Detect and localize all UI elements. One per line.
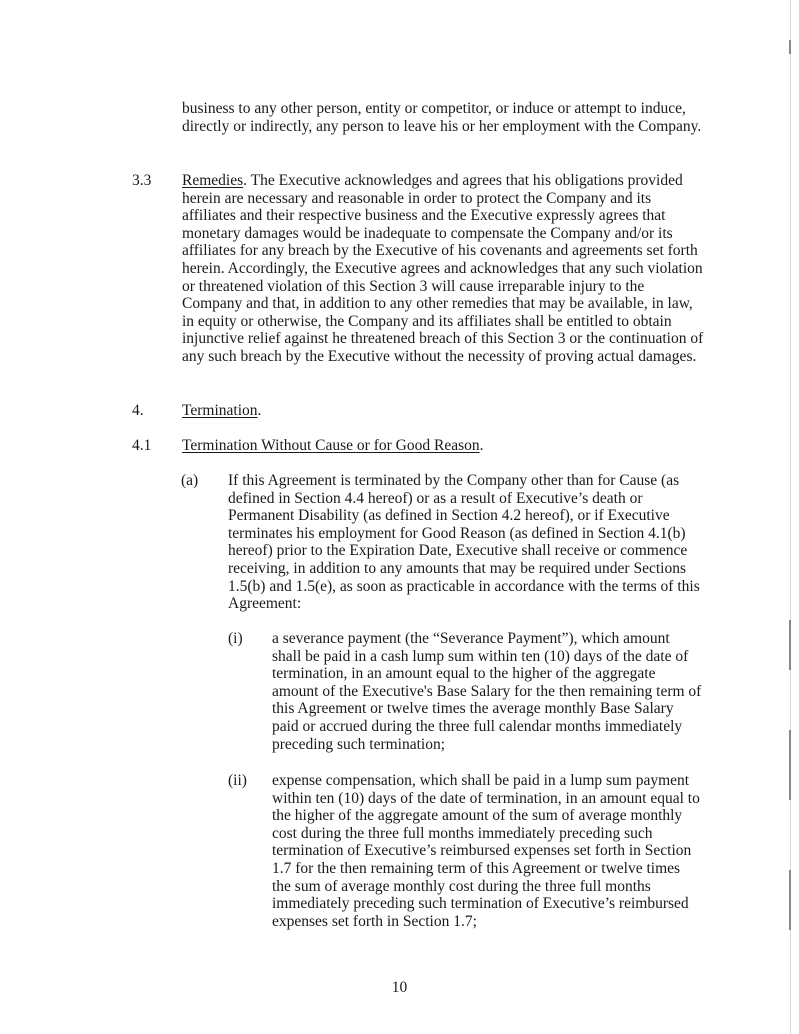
- section-4-1-heading-suffix: .: [479, 437, 484, 454]
- section-4-1-heading-line: [182, 437, 484, 455]
- section-3-3-number: 3.3: [132, 172, 152, 189]
- item-i-paragraph: a severance payment (the “Severance Payment”), which amount shall be paid in a cash lump sum within ten (10) days of the date of termination, in an amount equal to the higher of the aggregate amount of the Executive's Base Salary for the then remaining term of this Agreement or twelve times the average monthly Base Salary paid or accrued during the three full calendar months immediately preceding such termination;: [272, 630, 702, 753]
- scan-edge-mark: [789, 620, 791, 670]
- scan-edge-mark: [789, 730, 791, 800]
- section-4-heading-suffix: .: [257, 402, 262, 419]
- subsection-a-label: (a): [181, 472, 199, 489]
- item-i-label: (i): [228, 630, 243, 647]
- scan-edge-mark: [789, 870, 791, 930]
- section-4-heading-line: [182, 402, 261, 420]
- section-4-heading: Termination: [182, 402, 258, 419]
- continuation-paragraph: business to any other person, entity or competitor, or induce or attempt to induce, directly or indirectly, any person to leave his or her employment with the Company.: [182, 100, 702, 135]
- section-3-3-body: . The Executive acknowledges and agrees that his obligations provided herein are necessary and reasonable in order to protect the Company and its affiliates and their respective business and the Executive expressly agrees that monetary damages would be inadequate to compensate the Company and/or its affiliates for any breach by the Executive of his covenants and agreements set forth herein. Accordingly, the Executive agrees and acknowledges that any such violation or threatened violation of this Section 3 will cause irreparable injury to the Company and that, in addition to any other remedies that may be available, in law, in equity or otherwise, the Company and its affiliates shall be entitled to obtain injunctive relief against he threatened breach of this Section 3 or the continuation of any such breach by the Executive without the necessity of proving actual damages.: [182, 172, 704, 365]
- item-ii-label: (ii): [228, 772, 247, 789]
- section-4-1-heading: Termination Without Cause or for Good Reason: [182, 437, 480, 454]
- scan-edge-mark: [789, 40, 791, 54]
- page-number: 10: [391, 979, 408, 996]
- section-3-3-heading: Remedies: [182, 172, 244, 189]
- section-4-number: 4.: [132, 402, 144, 419]
- item-ii-paragraph: expense compensation, which shall be paid in a lump sum payment within ten (10) days of the date of termination, in an amount equal to the higher of the aggregate amount of the sum of average monthly cost during the three full months immediately preceding such termination of Executive’s reimbursed expenses set forth in Section 1.7 for the then remaining term of this Agreement or twelve times the sum of average monthly cost during the three full months immediately preceding such termination of Executive’s reimbursed expenses set forth in Section 1.7;: [272, 772, 700, 930]
- subsection-a-paragraph: If this Agreement is terminated by the Company other than for Cause (as defined in Section 4.4 hereof) or as a result of Executive’s death or Permanent Disability (as defined in Section 4.2 hereof), or if Executive terminates his employment for Good Reason (as defined in Section 4.1(b) hereof) prior to the Expiration Date, Executive shall receive or commence receiving, in addition to any amounts that may be required under Sections 1.5(b) and 1.5(e), as soon as practicable in accordance with the terms of this Agreement:: [228, 472, 700, 613]
- section-3-3-paragraph: [182, 172, 704, 366]
- section-4-1-number: 4.1: [132, 437, 152, 454]
